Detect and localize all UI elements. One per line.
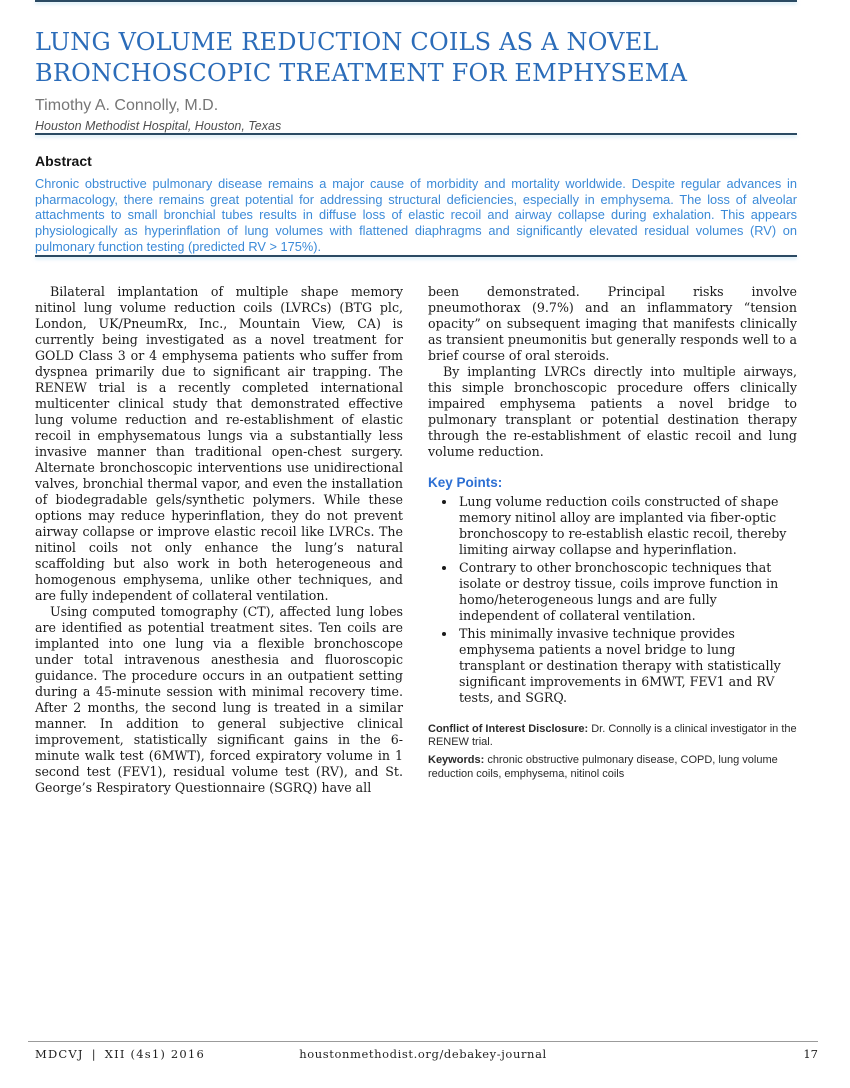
page-number: 17: [803, 1047, 818, 1061]
body-paragraph: By implanting LVRCs directly into multiple airways, this simple bronchoscopic procedure offers clinically impaired emphysema patients a novel bridge to pulmonary transplant or potential destination therapy through the re-establishment of elastic recoil and lung volume reduction.: [428, 363, 797, 459]
body-paragraph: Using computed tomography (CT), affected lung lobes are identified as potential treatment sites. Ten coils are implanted into one lung via a flexible bronchoscope under total intravenous anesthesia and fluoroscopic guidance. The procedure occurs in an outpatient setting during a 45-minute session with minimal recovery time. After 2 months, the second lung is treated in a similar manner. In addition to general subjective clinical improvement, statistically significant gains in the 6-minute walk test (6MWT), forced expiratory volume in 1 second test (FEV1), residual volume test (RV), and St. George’s Respiratory Questionnaire (SGRQ) have all: [35, 603, 403, 795]
header-divider: [35, 133, 797, 135]
key-point-item: • This minimally invasive technique provides emphysema patients a novel bridge to lung transplant or destination therapy with statistically significant improvements in 6MWT, FEV1 and RV tests, and SGRQ.: [457, 626, 797, 706]
author-affiliation: Houston Methodist Hospital, Houston, Texas: [35, 119, 282, 133]
body-columns: [35, 284, 797, 796]
abstract-text: Chronic obstructive pulmonary disease remains a major cause of morbidity and mortality worldwide. Despite regular advances in pharmacology, there remains great potential for addressing structural deficiencies, especially in emphysema. The loss of alveolar attachments to small bronchial tubes results in diffuse loss of elastic recoil and airway collapse during exhalation. This appears physiologically as hyperinflation of lung volumes with flattened diaphragms and significantly elevated residual volumes (RV) on pulmonary function testing (predicted RV > 175%).: [35, 176, 797, 254]
left-column: [35, 284, 403, 796]
key-point-item: • Lung volume reduction coils constructed of shape memory nitinol alloy are implanted via fiber-optic bronchoscopy to re-establish elastic recoil, thereby limiting airway collapse and hyperinflation.: [457, 494, 797, 558]
abstract-heading: Abstract: [35, 153, 92, 169]
issue-info: XII (4s1) 2016: [104, 1047, 205, 1061]
keywords-note: [428, 754, 797, 782]
footer-separator: |: [91, 1047, 97, 1061]
page-footer: [28, 1041, 818, 1061]
note-label: Conflict of Interest Disclosure:: [428, 722, 589, 735]
abstract-section: [35, 153, 797, 255]
body-paragraph: been demonstrated. Principal risks involve pneumothorax (9.7%) and an inflammatory “tension opacity” on subsequent imaging that manifests clinically as transient pneumonitis but generally responds well to a brief course of oral steroids.: [428, 283, 797, 363]
article-title: LUNG VOLUME REDUCTION COILS AS A NOVEL BRONCHOSCOPIC TREATMENT FOR EMPHYSEMA: [35, 28, 688, 87]
note-label: Keywords:: [428, 754, 485, 767]
key-points-list: [428, 494, 797, 706]
author-name: Timothy A. Connolly, M.D.: [35, 97, 219, 114]
article-notes: [428, 723, 797, 782]
key-point-item: • Contrary to other bronchoscopic techniques that isolate or destroy tissue, coils improve function in homo/heterogeneous lungs and are fully independent of collateral ventilation.: [457, 560, 797, 624]
body-paragraph: Bilateral implantation of multiple shape memory nitinol lung volume reduction coils (LVRCs) (BTG plc, London, UK/PneumRx, Inc., Mountain View, CA) is currently being investigated as a novel treatment for GOLD Class 3 or 4 emphysema patients who suffer from dyspnea primarily due to significant air trapping. The RENEW trial is a recently completed international multicenter clinical study that demonstrated effective lung volume reduction and re-establishment of elastic recoil in emphysematous lungs via a substantially less invasive manner than traditional open-chest surgery. Alternate bronchoscopic interventions use unidirectional valves, bronchial thermal vapor, and even the installation of biodegradable gels/synthetic polymers. While these options may reduce hyperinflation, they do not prevent airway collapse or improve elastic recoil like LVRCs. The nitinol coils not only enhance the lung’s natural scaffolding but also work in both heterogeneous and homogenous emphysema, unlike other techniques, and are fully independent of collateral ventilation.: [35, 283, 403, 603]
journal-abbreviation: MDCVJ: [35, 1047, 84, 1061]
journal-website: houstonmethodist.org/debakey-journal: [299, 1047, 547, 1061]
right-column: [428, 284, 797, 796]
footer-journal-issue: [35, 1047, 205, 1061]
note-text: Dr. Connolly is a clinical investigator in the RENEW trial.: [428, 722, 797, 749]
top-divider: [35, 0, 797, 2]
note-text: chronic obstructive pulmonary disease, COPD, lung volume reduction coils, emphysema, nitinol coils: [428, 754, 778, 780]
conflict-of-interest-note: [428, 723, 797, 751]
key-points-heading: Key Points:: [428, 474, 503, 490]
abstract-divider: [35, 255, 797, 257]
